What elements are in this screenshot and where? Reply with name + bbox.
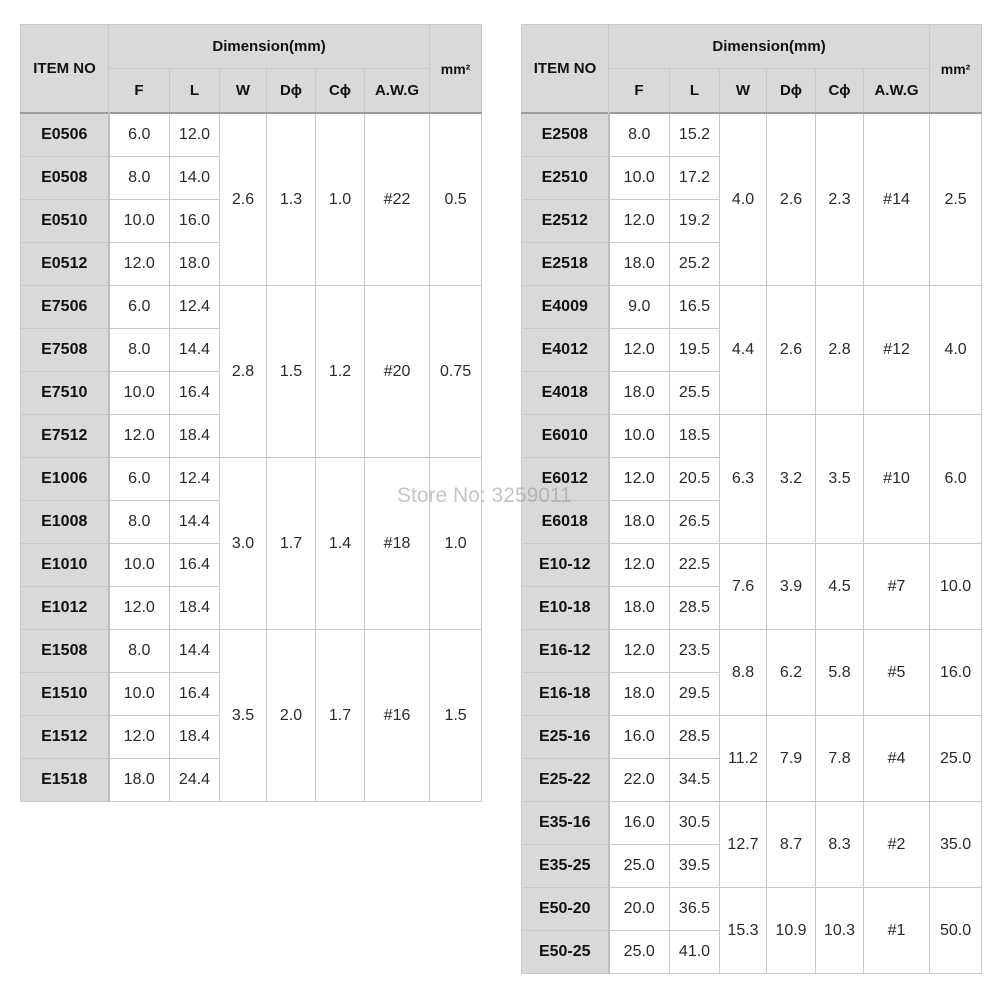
- f-cell: 12.0: [109, 415, 170, 458]
- item-no-cell: E1012: [21, 587, 109, 630]
- c-cell: 4.5: [816, 544, 864, 630]
- f-cell: 18.0: [609, 372, 670, 415]
- item-no-cell: E6012: [522, 458, 609, 501]
- l-cell: 36.5: [670, 888, 720, 931]
- f-cell: 18.0: [609, 673, 670, 716]
- l-cell: 28.5: [670, 587, 720, 630]
- d-cell: 8.7: [767, 802, 816, 888]
- awg-cell: #4: [864, 716, 930, 802]
- w-cell: 3.5: [220, 630, 267, 802]
- header-item-no: ITEM NO: [522, 25, 609, 114]
- c-cell: 1.7: [316, 630, 365, 802]
- header-w: W: [720, 69, 767, 114]
- f-cell: 9.0: [609, 286, 670, 329]
- awg-cell: #16: [365, 630, 430, 802]
- awg-cell: #1: [864, 888, 930, 974]
- header-f: F: [109, 69, 170, 114]
- item-no-cell: E6018: [522, 501, 609, 544]
- d-cell: 2.0: [267, 630, 316, 802]
- d-cell: 3.2: [767, 415, 816, 544]
- f-cell: 8.0: [609, 113, 670, 157]
- w-cell: 2.8: [220, 286, 267, 458]
- header-awg: A.W.G: [365, 69, 430, 114]
- awg-cell: #14: [864, 113, 930, 286]
- l-cell: 19.5: [670, 329, 720, 372]
- table-row: [21, 630, 482, 673]
- f-cell: 10.0: [109, 673, 170, 716]
- header-awg: A.W.G: [864, 69, 930, 114]
- f-cell: 12.0: [609, 544, 670, 587]
- l-cell: 20.5: [670, 458, 720, 501]
- c-cell: 8.3: [816, 802, 864, 888]
- w-cell: 4.4: [720, 286, 767, 415]
- l-cell: 14.4: [170, 329, 220, 372]
- d-cell: 2.6: [767, 113, 816, 286]
- f-cell: 12.0: [609, 200, 670, 243]
- item-no-cell: E1008: [21, 501, 109, 544]
- d-cell: 7.9: [767, 716, 816, 802]
- header-dimension: Dimension(mm): [609, 25, 930, 69]
- d-cell: 2.6: [767, 286, 816, 415]
- header-dimension: Dimension(mm): [109, 25, 430, 69]
- c-cell: 10.3: [816, 888, 864, 974]
- item-no-cell: E0510: [21, 200, 109, 243]
- w-cell: 4.0: [720, 113, 767, 286]
- item-no-cell: E25-16: [522, 716, 609, 759]
- f-cell: 8.0: [109, 329, 170, 372]
- awg-cell: #22: [365, 113, 430, 286]
- w-cell: 15.3: [720, 888, 767, 974]
- f-cell: 18.0: [109, 759, 170, 802]
- table-row: [21, 113, 482, 157]
- c-cell: 1.2: [316, 286, 365, 458]
- f-cell: 25.0: [609, 845, 670, 888]
- header-f: F: [609, 69, 670, 114]
- l-cell: 28.5: [670, 716, 720, 759]
- header-l: L: [670, 69, 720, 114]
- l-cell: 18.4: [170, 415, 220, 458]
- f-cell: 18.0: [609, 243, 670, 286]
- awg-cell: #20: [365, 286, 430, 458]
- f-cell: 12.0: [109, 243, 170, 286]
- f-cell: 6.0: [109, 458, 170, 501]
- f-cell: 16.0: [609, 802, 670, 845]
- f-cell: 6.0: [109, 113, 170, 157]
- l-cell: 19.2: [670, 200, 720, 243]
- item-no-cell: E35-25: [522, 845, 609, 888]
- l-cell: 12.4: [170, 286, 220, 329]
- l-cell: 17.2: [670, 157, 720, 200]
- item-no-cell: E2512: [522, 200, 609, 243]
- awg-cell: #12: [864, 286, 930, 415]
- item-no-cell: E35-16: [522, 802, 609, 845]
- l-cell: 24.4: [170, 759, 220, 802]
- l-cell: 18.0: [170, 243, 220, 286]
- l-cell: 34.5: [670, 759, 720, 802]
- item-no-cell: E1006: [21, 458, 109, 501]
- f-cell: 10.0: [109, 200, 170, 243]
- f-cell: 10.0: [109, 372, 170, 415]
- w-cell: 7.6: [720, 544, 767, 630]
- l-cell: 23.5: [670, 630, 720, 673]
- c-cell: 5.8: [816, 630, 864, 716]
- f-cell: 12.0: [609, 630, 670, 673]
- table-body-left: [21, 113, 482, 802]
- header-mm2: mm²: [430, 25, 482, 114]
- table-row: [522, 802, 982, 845]
- l-cell: 39.5: [670, 845, 720, 888]
- f-cell: 12.0: [609, 458, 670, 501]
- table-row: [522, 415, 982, 458]
- item-no-cell: E1518: [21, 759, 109, 802]
- table-row: [522, 630, 982, 673]
- w-cell: 6.3: [720, 415, 767, 544]
- item-no-cell: E1508: [21, 630, 109, 673]
- l-cell: 41.0: [670, 931, 720, 974]
- c-cell: 1.0: [316, 113, 365, 286]
- header-w: W: [220, 69, 267, 114]
- header-mm2: mm²: [930, 25, 982, 114]
- item-no-cell: E7508: [21, 329, 109, 372]
- awg-cell: #7: [864, 544, 930, 630]
- l-cell: 25.5: [670, 372, 720, 415]
- l-cell: 14.4: [170, 501, 220, 544]
- item-no-cell: E50-25: [522, 931, 609, 974]
- mm2-cell: 35.0: [930, 802, 982, 888]
- c-cell: 1.4: [316, 458, 365, 630]
- l-cell: 16.4: [170, 372, 220, 415]
- f-cell: 10.0: [609, 157, 670, 200]
- c-cell: 7.8: [816, 716, 864, 802]
- w-cell: 2.6: [220, 113, 267, 286]
- l-cell: 12.4: [170, 458, 220, 501]
- c-cell: 2.3: [816, 113, 864, 286]
- d-cell: 1.5: [267, 286, 316, 458]
- c-cell: 3.5: [816, 415, 864, 544]
- header-d: Dϕ: [767, 69, 816, 114]
- item-no-cell: E7506: [21, 286, 109, 329]
- l-cell: 16.0: [170, 200, 220, 243]
- f-cell: 6.0: [109, 286, 170, 329]
- spec-table-left: [20, 24, 482, 802]
- mm2-cell: 50.0: [930, 888, 982, 974]
- item-no-cell: E16-12: [522, 630, 609, 673]
- f-cell: 12.0: [609, 329, 670, 372]
- f-cell: 22.0: [609, 759, 670, 802]
- item-no-cell: E16-18: [522, 673, 609, 716]
- l-cell: 18.5: [670, 415, 720, 458]
- d-cell: 1.7: [267, 458, 316, 630]
- item-no-cell: E4018: [522, 372, 609, 415]
- d-cell: 3.9: [767, 544, 816, 630]
- item-no-cell: E4012: [522, 329, 609, 372]
- mm2-cell: 0.5: [430, 113, 482, 286]
- mm2-cell: 25.0: [930, 716, 982, 802]
- l-cell: 14.4: [170, 630, 220, 673]
- item-no-cell: E10-12: [522, 544, 609, 587]
- l-cell: 12.0: [170, 113, 220, 157]
- l-cell: 22.5: [670, 544, 720, 587]
- awg-cell: #18: [365, 458, 430, 630]
- f-cell: 12.0: [109, 716, 170, 759]
- spec-table-right: [521, 24, 982, 974]
- l-cell: 30.5: [670, 802, 720, 845]
- l-cell: 18.4: [170, 716, 220, 759]
- f-cell: 16.0: [609, 716, 670, 759]
- header-l: L: [170, 69, 220, 114]
- item-no-cell: E7512: [21, 415, 109, 458]
- header-c: Cϕ: [316, 69, 365, 114]
- item-no-cell: E2510: [522, 157, 609, 200]
- l-cell: 25.2: [670, 243, 720, 286]
- f-cell: 20.0: [609, 888, 670, 931]
- l-cell: 16.4: [170, 673, 220, 716]
- mm2-cell: 0.75: [430, 286, 482, 458]
- header-c: Cϕ: [816, 69, 864, 114]
- item-no-cell: E0506: [21, 113, 109, 157]
- f-cell: 8.0: [109, 501, 170, 544]
- l-cell: 16.4: [170, 544, 220, 587]
- table-body-right: [522, 113, 982, 974]
- d-cell: 1.3: [267, 113, 316, 286]
- awg-cell: #2: [864, 802, 930, 888]
- item-no-cell: E0512: [21, 243, 109, 286]
- f-cell: 10.0: [109, 544, 170, 587]
- item-no-cell: E2518: [522, 243, 609, 286]
- w-cell: 3.0: [220, 458, 267, 630]
- f-cell: 18.0: [609, 587, 670, 630]
- f-cell: 10.0: [609, 415, 670, 458]
- l-cell: 26.5: [670, 501, 720, 544]
- table-row: [522, 286, 982, 329]
- mm2-cell: 6.0: [930, 415, 982, 544]
- f-cell: 8.0: [109, 157, 170, 200]
- store-watermark: Store No: 3259011: [397, 484, 572, 507]
- mm2-cell: 16.0: [930, 630, 982, 716]
- item-no-cell: E6010: [522, 415, 609, 458]
- l-cell: 14.0: [170, 157, 220, 200]
- mm2-cell: 1.5: [430, 630, 482, 802]
- item-no-cell: E1010: [21, 544, 109, 587]
- item-no-cell: E25-22: [522, 759, 609, 802]
- f-cell: 25.0: [609, 931, 670, 974]
- item-no-cell: E50-20: [522, 888, 609, 931]
- item-no-cell: E10-18: [522, 587, 609, 630]
- table-row: [522, 716, 982, 759]
- f-cell: 8.0: [109, 630, 170, 673]
- l-cell: 18.4: [170, 587, 220, 630]
- awg-cell: #10: [864, 415, 930, 544]
- table-row: [21, 286, 482, 329]
- mm2-cell: 1.0: [430, 458, 482, 630]
- l-cell: 16.5: [670, 286, 720, 329]
- item-no-cell: E1512: [21, 716, 109, 759]
- d-cell: 6.2: [767, 630, 816, 716]
- item-no-cell: E7510: [21, 372, 109, 415]
- mm2-cell: 4.0: [930, 286, 982, 415]
- f-cell: 12.0: [109, 587, 170, 630]
- mm2-cell: 2.5: [930, 113, 982, 286]
- mm2-cell: 10.0: [930, 544, 982, 630]
- l-cell: 29.5: [670, 673, 720, 716]
- f-cell: 18.0: [609, 501, 670, 544]
- table-row: [522, 888, 982, 931]
- item-no-cell: E1510: [21, 673, 109, 716]
- w-cell: 12.7: [720, 802, 767, 888]
- c-cell: 2.8: [816, 286, 864, 415]
- awg-cell: #5: [864, 630, 930, 716]
- d-cell: 10.9: [767, 888, 816, 974]
- item-no-cell: E2508: [522, 113, 609, 157]
- header-d: Dϕ: [267, 69, 316, 114]
- item-no-cell: E4009: [522, 286, 609, 329]
- item-no-cell: E0508: [21, 157, 109, 200]
- l-cell: 15.2: [670, 113, 720, 157]
- header-item-no: ITEM NO: [21, 25, 109, 114]
- w-cell: 8.8: [720, 630, 767, 716]
- table-row: [522, 113, 982, 157]
- w-cell: 11.2: [720, 716, 767, 802]
- table-row: [522, 544, 982, 587]
